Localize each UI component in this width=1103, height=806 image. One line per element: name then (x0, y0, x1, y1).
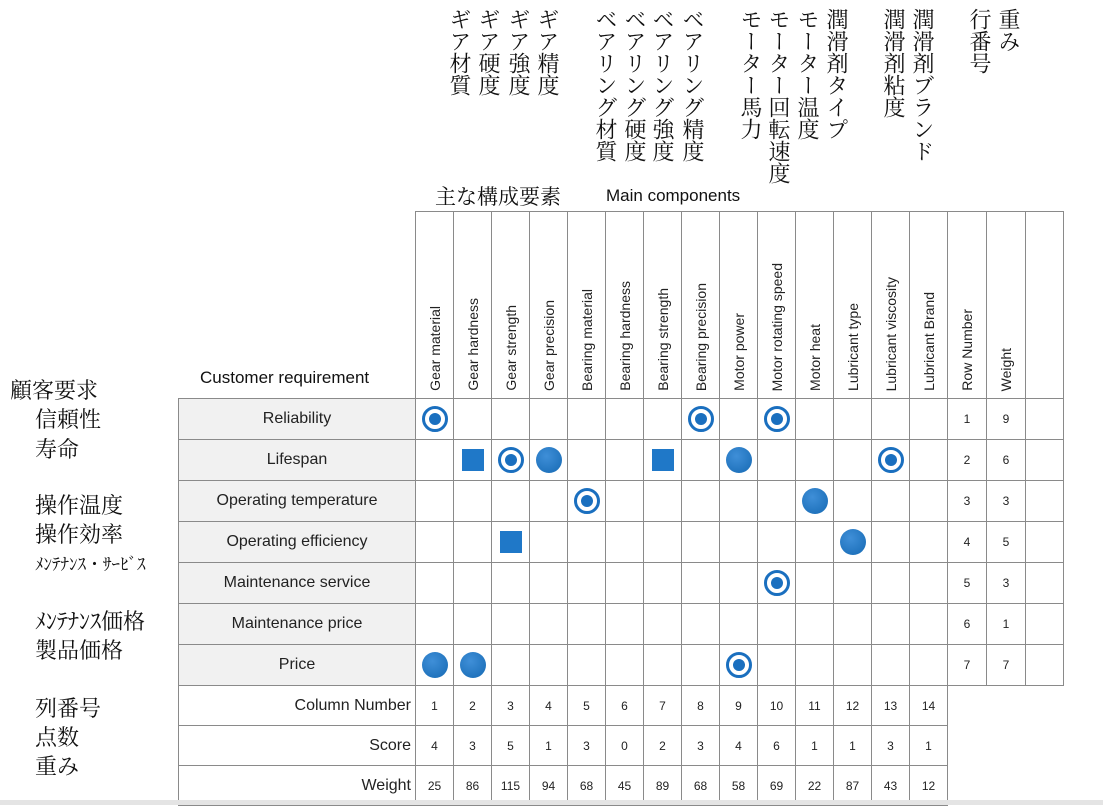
matrix-cell (910, 440, 948, 481)
matrix-cell (872, 645, 910, 686)
header-lubricant-type (834, 212, 872, 399)
summary-row (179, 686, 1064, 726)
header-extra (1026, 212, 1064, 399)
summary-value: 1 (910, 726, 948, 766)
matrix-cell (568, 645, 606, 686)
jp-caption-bearing-precision: ベアリング精度 (679, 8, 704, 162)
requirement-name: Maintenance price (179, 604, 416, 645)
row-number-cell: 7 (948, 645, 987, 686)
matrix-cell (568, 399, 606, 440)
summary-label: Score (179, 726, 416, 766)
header-label: Lubricant type (844, 303, 861, 391)
matrix-cell (720, 522, 758, 563)
summary-blank (987, 726, 1026, 766)
medium-relation-icon (536, 447, 562, 473)
summary-value: 10 (758, 686, 796, 726)
matrix-cell (492, 604, 530, 645)
header-weight (987, 212, 1026, 399)
matrix-cell (644, 522, 682, 563)
matrix-cell (644, 440, 682, 481)
summary-value: 22 (796, 766, 834, 806)
summary-value: 0 (606, 726, 644, 766)
matrix-cell (682, 604, 720, 645)
header-motor-rotating-speed (758, 212, 796, 399)
matrix-cell (872, 522, 910, 563)
summary-value: 43 (872, 766, 910, 806)
matrix-cell (758, 440, 796, 481)
matrix-cell (758, 481, 796, 522)
matrix-cell (872, 399, 910, 440)
matrix-cell (758, 563, 796, 604)
summary-value: 5 (492, 726, 530, 766)
matrix-cell (834, 563, 872, 604)
matrix-cell (872, 563, 910, 604)
header-label: Bearing material (578, 289, 595, 391)
matrix-cell (530, 563, 568, 604)
header-bearing-hardness (606, 212, 644, 399)
matrix-cell (492, 563, 530, 604)
summary-value: 6 (758, 726, 796, 766)
row-number-cell: 6 (948, 604, 987, 645)
header-label: Motor heat (806, 324, 823, 391)
matrix-cell (758, 522, 796, 563)
matrix-cell (720, 563, 758, 604)
bottom-divider (0, 800, 1103, 805)
jp-label-customer-req: 顧客要求 (10, 379, 99, 404)
summary-value: 4 (530, 686, 568, 726)
jp-caption-lubricant-brand: 潤滑剤ブランド (909, 8, 934, 162)
row-weight-cell: 9 (987, 399, 1026, 440)
matrix-cell (796, 481, 834, 522)
summary-value: 68 (682, 766, 720, 806)
matrix-cell (454, 481, 492, 522)
jp-caption-gear-precision: ギア精度 (534, 8, 559, 96)
matrix-cell (682, 399, 720, 440)
matrix-cell (682, 440, 720, 481)
qfd-matrix (178, 211, 1064, 806)
matrix-cell (910, 522, 948, 563)
row-number-cell: 2 (948, 440, 987, 481)
matrix-cell (568, 563, 606, 604)
matrix-cell (682, 481, 720, 522)
matrix-cell (606, 563, 644, 604)
matrix-cell (910, 604, 948, 645)
matrix-cell (606, 399, 644, 440)
matrix-cell (720, 399, 758, 440)
strong-relation-icon (498, 447, 524, 473)
summary-blank (948, 726, 987, 766)
summary-value: 12 (834, 686, 872, 726)
row-weight-cell: 1 (987, 604, 1026, 645)
medium-relation-icon (460, 652, 486, 678)
summary-value: 68 (568, 766, 606, 806)
header-label: Gear precision (540, 299, 557, 391)
strong-relation-icon (764, 570, 790, 596)
matrix-cell (454, 604, 492, 645)
matrix-cell (644, 481, 682, 522)
summary-blank (1026, 686, 1064, 726)
matrix-cell (530, 604, 568, 645)
matrix-cell (834, 440, 872, 481)
summary-blank (948, 686, 987, 726)
matrix-cell (758, 645, 796, 686)
matrix-cell (492, 481, 530, 522)
row-weight-cell: 6 (987, 440, 1026, 481)
matrix-cell (492, 440, 530, 481)
row-number-cell: 4 (948, 522, 987, 563)
requirement-name: Price (179, 645, 416, 686)
row-weight-cell: 3 (987, 563, 1026, 604)
summary-value: 6 (606, 686, 644, 726)
matrix-cell (796, 563, 834, 604)
medium-relation-icon (802, 488, 828, 514)
strong-relation-icon (878, 447, 904, 473)
summary-value: 11 (796, 686, 834, 726)
row-number-cell: 5 (948, 563, 987, 604)
requirement-row (179, 399, 1064, 440)
header-motor-power (720, 212, 758, 399)
matrix-cell (530, 481, 568, 522)
jp-caption-gear-material: ギア材質 (446, 8, 471, 96)
summary-value: 1 (416, 686, 454, 726)
summary-value: 7 (644, 686, 682, 726)
matrix-cell (416, 481, 454, 522)
requirement-name: Reliability (179, 399, 416, 440)
strong-relation-icon (688, 406, 714, 432)
requirement-row (179, 563, 1064, 604)
header-label: Motor rotating speed (768, 262, 785, 391)
matrix-cell (720, 645, 758, 686)
matrix-cell (872, 604, 910, 645)
row-number-cell: 3 (948, 481, 987, 522)
extra-cell (1026, 563, 1064, 604)
requirement-row (179, 604, 1064, 645)
matrix-cell (834, 481, 872, 522)
matrix-cell (454, 522, 492, 563)
matrix-cell (416, 563, 454, 604)
summary-value: 3 (872, 726, 910, 766)
header-label: Gear strength (502, 305, 519, 391)
header-blank (179, 212, 416, 399)
matrix-cell (568, 440, 606, 481)
matrix-cell (416, 399, 454, 440)
matrix-cell (568, 522, 606, 563)
matrix-cell (872, 440, 910, 481)
matrix-cell (720, 604, 758, 645)
header-gear-strength (492, 212, 530, 399)
summary-label: Column Number (179, 686, 416, 726)
jp-caption-lubricant-viscosity: 潤滑剤粘度 (880, 8, 905, 118)
header-motor-heat (796, 212, 834, 399)
matrix-cell (606, 440, 644, 481)
summary-value: 69 (758, 766, 796, 806)
matrix-cell (416, 522, 454, 563)
matrix-cell (682, 522, 720, 563)
row-number-cell: 1 (948, 399, 987, 440)
requirement-name: Lifespan (179, 440, 416, 481)
header-lubricant-viscosity (872, 212, 910, 399)
requirement-row (179, 481, 1064, 522)
summary-value: 9 (720, 686, 758, 726)
summary-value: 89 (644, 766, 682, 806)
summary-value: 13 (872, 686, 910, 726)
weak-relation-icon (652, 449, 674, 471)
summary-value: 8 (682, 686, 720, 726)
summary-value: 5 (568, 686, 606, 726)
jp-label-score: 点数 (35, 726, 80, 751)
jp-caption-gear-strength: ギア強度 (505, 8, 530, 96)
weak-relation-icon (462, 449, 484, 471)
requirement-name: Operating efficiency (179, 522, 416, 563)
matrix-cell (644, 563, 682, 604)
matrix-cell (910, 645, 948, 686)
jp-label-op-eff: 操作効率 (35, 523, 124, 548)
jp-caption-bearing-strength: ベアリング強度 (649, 8, 674, 162)
jp-caption-weight: 重み (995, 8, 1020, 52)
extra-cell (1026, 522, 1064, 563)
jp-label-weight: 重み (35, 755, 80, 780)
requirement-name: Operating temperature (179, 481, 416, 522)
matrix-cell (682, 563, 720, 604)
strong-relation-icon (574, 488, 600, 514)
weak-relation-icon (500, 531, 522, 553)
matrix-cell (530, 645, 568, 686)
matrix-cell (796, 604, 834, 645)
header-label: Bearing precision (692, 282, 709, 391)
extra-cell (1026, 481, 1064, 522)
row-weight-cell: 7 (987, 645, 1026, 686)
jp-caption-motor-heat: モーター温度 (794, 8, 819, 140)
header-bearing-material (568, 212, 606, 399)
matrix-cell (530, 399, 568, 440)
matrix-cell (720, 440, 758, 481)
matrix-cell (454, 440, 492, 481)
jp-label-op-temp: 操作温度 (35, 494, 124, 519)
jp-caption-gear-hardness: ギア硬度 (475, 8, 500, 96)
requirement-row (179, 440, 1064, 481)
matrix-cell (416, 440, 454, 481)
header-label: Gear material (426, 306, 443, 391)
jp-caption-bearing-hardness: ベアリング硬度 (621, 8, 646, 162)
matrix-cell (834, 604, 872, 645)
summary-value: 115 (492, 766, 530, 806)
matrix-cell (606, 522, 644, 563)
strong-relation-icon (422, 406, 448, 432)
summary-value: 3 (568, 726, 606, 766)
jp-caption-bearing-material: ベアリング材質 (592, 8, 617, 162)
matrix-cell (492, 522, 530, 563)
matrix-cell (606, 645, 644, 686)
jp-label-product-price: 製品価格 (35, 639, 124, 664)
header-label: Weight (998, 347, 1014, 391)
summary-value: 25 (416, 766, 454, 806)
matrix-cell (454, 563, 492, 604)
matrix-cell (644, 604, 682, 645)
matrix-cell (910, 399, 948, 440)
matrix-cell (416, 645, 454, 686)
header-label: Row Number (959, 309, 975, 391)
matrix-cell (568, 481, 606, 522)
header-bearing-strength (644, 212, 682, 399)
summary-value: 94 (530, 766, 568, 806)
matrix-cell (606, 604, 644, 645)
header-row-number (948, 212, 987, 399)
matrix-cell (644, 645, 682, 686)
header-gear-hardness (454, 212, 492, 399)
matrix-cell (492, 645, 530, 686)
row-weight-cell: 5 (987, 522, 1026, 563)
summary-value: 1 (834, 726, 872, 766)
matrix-cell (644, 399, 682, 440)
matrix-cell (834, 645, 872, 686)
medium-relation-icon (422, 652, 448, 678)
jp-caption-motor-speed: モーター回転速度 (765, 8, 790, 184)
jp-caption-row-number: 行番号 (966, 8, 991, 74)
summary-value: 86 (454, 766, 492, 806)
jp-caption-motor-power: モーター馬力 (737, 8, 762, 140)
matrix-cell (454, 645, 492, 686)
medium-relation-icon (840, 529, 866, 555)
header-label: Bearing strength (654, 288, 671, 391)
matrix-cell (606, 481, 644, 522)
matrix-cell (834, 522, 872, 563)
matrix-cell (454, 399, 492, 440)
matrix-cell (910, 481, 948, 522)
summary-blank (1026, 726, 1064, 766)
main-components-jp: 主な構成要素 (435, 185, 561, 209)
matrix-cell (910, 563, 948, 604)
summary-row (179, 726, 1064, 766)
row-weight-cell: 3 (987, 481, 1026, 522)
header-label: Lubricant Brand (920, 292, 937, 391)
main-components-en: Main components (606, 186, 741, 205)
matrix-cell (872, 481, 910, 522)
requirement-row (179, 645, 1064, 686)
requirement-row (179, 522, 1064, 563)
summary-value: 45 (606, 766, 644, 806)
header-lubricant-brand (910, 212, 948, 399)
extra-cell (1026, 604, 1064, 645)
summary-value: 12 (910, 766, 948, 806)
extra-cell (1026, 399, 1064, 440)
summary-value: 2 (644, 726, 682, 766)
matrix-cell (568, 604, 606, 645)
matrix-cell (530, 522, 568, 563)
summary-value: 3 (682, 726, 720, 766)
matrix-cell (720, 481, 758, 522)
summary-value: 1 (796, 726, 834, 766)
summary-value: 1 (530, 726, 568, 766)
jp-label-maint-service: ﾒﾝﾃﾅﾝｽ・ｻｰﾋﾞｽ (35, 555, 146, 575)
summary-value: 87 (834, 766, 872, 806)
summary-value: 3 (492, 686, 530, 726)
medium-relation-icon (726, 447, 752, 473)
strong-relation-icon (764, 406, 790, 432)
requirement-name: Maintenance service (179, 563, 416, 604)
summary-blank (987, 686, 1026, 726)
matrix-cell (796, 522, 834, 563)
matrix-cell (758, 399, 796, 440)
summary-value: 4 (720, 726, 758, 766)
jp-label-column-number: 列番号 (35, 697, 102, 722)
matrix-cell (796, 440, 834, 481)
matrix-cell (796, 399, 834, 440)
jp-caption-lubricant-type: 潤滑剤タイプ (823, 8, 848, 140)
header-label: Motor power (730, 313, 747, 391)
extra-cell (1026, 440, 1064, 481)
matrix-cell (682, 645, 720, 686)
header-label: Gear hardness (464, 298, 481, 391)
customer-requirement-label: Customer requirement (200, 368, 370, 387)
header-label: Lubricant viscosity (882, 276, 899, 391)
header-label: Bearing hardness (616, 281, 633, 391)
summary-label: Weight (179, 766, 416, 806)
summary-value: 3 (454, 726, 492, 766)
strong-relation-icon (726, 652, 752, 678)
jp-label-lifespan: 寿命 (35, 438, 80, 463)
extra-cell (1026, 645, 1064, 686)
matrix-cell (530, 440, 568, 481)
header-row (179, 212, 1064, 399)
matrix-cell (416, 604, 454, 645)
jp-label-reliability: 信頼性 (35, 408, 102, 433)
jp-label-maint-price: ﾒﾝﾃﾅﾝｽ価格 (35, 610, 146, 635)
summary-value: 14 (910, 686, 948, 726)
matrix-cell (796, 645, 834, 686)
matrix-cell (758, 604, 796, 645)
header-bearing-precision (682, 212, 720, 399)
summary-value: 4 (416, 726, 454, 766)
header-gear-material (416, 212, 454, 399)
matrix-cell (834, 399, 872, 440)
summary-value: 58 (720, 766, 758, 806)
header-gear-precision (530, 212, 568, 399)
matrix-cell (492, 399, 530, 440)
summary-value: 2 (454, 686, 492, 726)
